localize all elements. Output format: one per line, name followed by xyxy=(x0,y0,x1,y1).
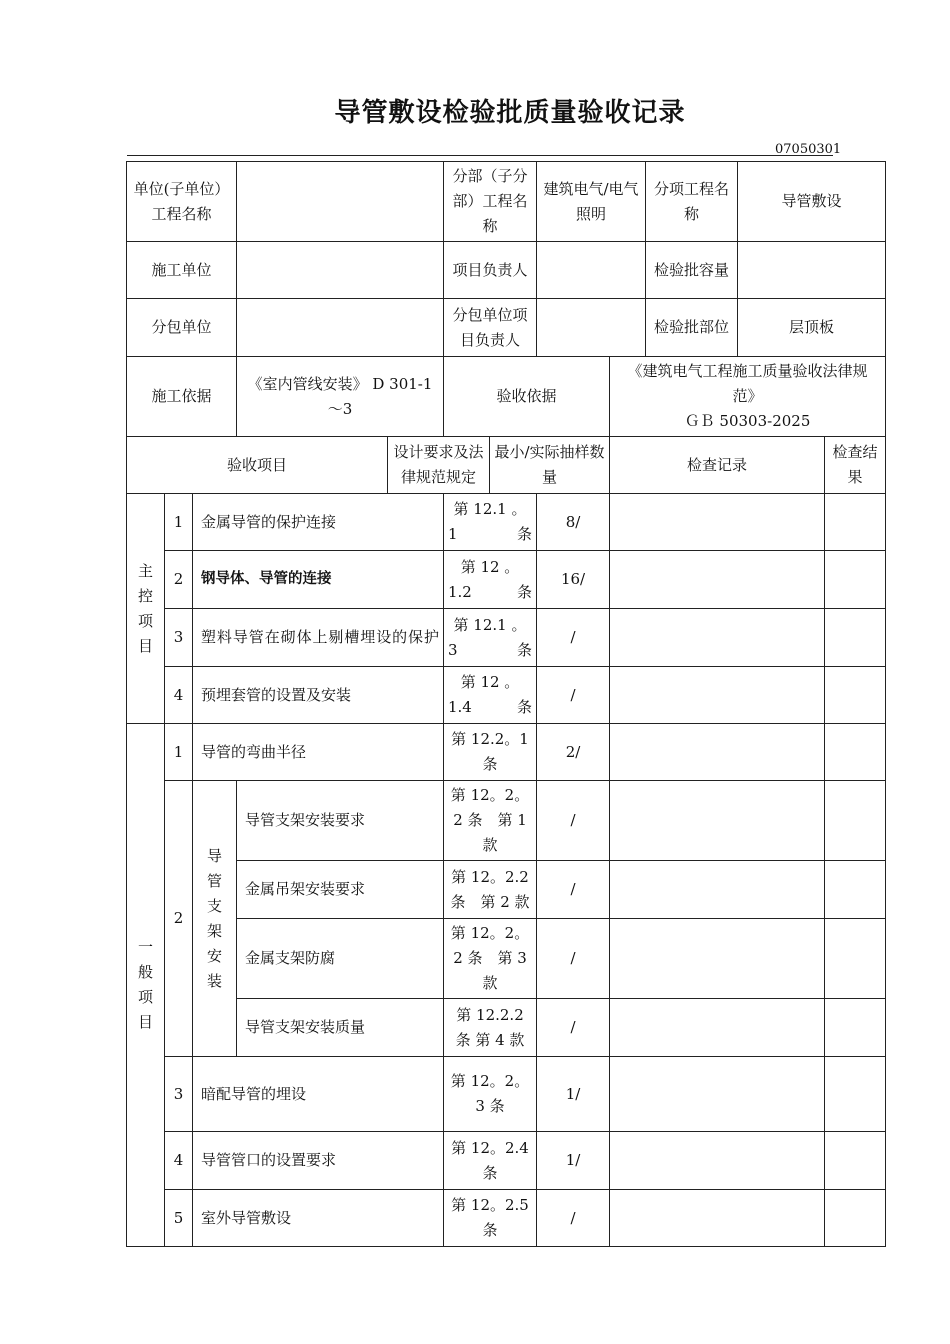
mc-no: 1 xyxy=(165,494,193,551)
mc-spec: 第 12 。 1.4 条 xyxy=(444,667,537,724)
mc-record[interactable] xyxy=(610,667,825,724)
gen-sub-sample: / xyxy=(537,999,610,1057)
col-item: 验收项目 xyxy=(127,437,388,494)
gen-result[interactable] xyxy=(825,1190,886,1247)
gen-group-label: 导管支架安装 xyxy=(193,781,237,1057)
gen-no: 3 xyxy=(165,1057,193,1132)
gen-sub-result[interactable] xyxy=(825,781,886,861)
subcontractor-value[interactable] xyxy=(237,299,444,357)
sub-pm-value[interactable] xyxy=(537,299,646,357)
gen-sample: 2/ xyxy=(537,724,610,781)
gen-spec: 第 12。2。3 条 xyxy=(444,1057,537,1132)
accept-basis-value xyxy=(610,357,886,437)
document-title: 导管敷设检验批质量验收记录 xyxy=(334,98,686,128)
gen-result[interactable] xyxy=(825,1057,886,1132)
gen-record[interactable] xyxy=(610,1132,825,1190)
gen-sub-item-name: 导管支架安装质量 xyxy=(237,999,444,1057)
gen-spec: 第 12。2.5 条 xyxy=(444,1190,537,1247)
sub-pm-label: 分包单位项目负责人 xyxy=(444,299,537,357)
mc-no: 4 xyxy=(165,667,193,724)
gen-sub-item-name: 导管支架安装要求 xyxy=(237,781,444,861)
mc-sample: 8/ xyxy=(537,494,610,551)
subcontractor-label: 分包单位 xyxy=(127,299,237,357)
mc-record[interactable] xyxy=(610,551,825,609)
accept-basis-label: 验收依据 xyxy=(444,357,610,437)
gen-item-name: 导管管口的设置要求 xyxy=(193,1132,444,1190)
mc-result[interactable] xyxy=(825,609,886,667)
form-code: 07050301 xyxy=(775,142,842,157)
gen-sub-sample: / xyxy=(537,919,610,999)
capacity-value[interactable] xyxy=(738,242,886,299)
capacity-label: 检验批容量 xyxy=(646,242,738,299)
gen-sub-spec: 第 12。2。2 条 第 1 款 xyxy=(444,781,537,861)
gen-sub-result[interactable] xyxy=(825,919,886,999)
gen-record[interactable] xyxy=(610,1190,825,1247)
gen-spec: 第 12.2。1 条 xyxy=(444,724,537,781)
gen-sub-record[interactable] xyxy=(610,861,825,919)
mc-item-name: 预埋套管的设置及安装 xyxy=(193,667,444,724)
gen-sub-record[interactable] xyxy=(610,919,825,999)
mc-spec: 第 12 。 1.2 条 xyxy=(444,551,537,609)
mc-item-name: 金属导管的保护连接 xyxy=(193,494,444,551)
col-sample: 最小/实际抽样数量 xyxy=(490,437,610,494)
mc-item-name: 钢导体、导管的连接 xyxy=(193,551,444,609)
gen-sub-spec: 第 12。2.2 条 第 2 款 xyxy=(444,861,537,919)
col-record: 检查记录 xyxy=(610,437,825,494)
main-control-label: 主控项目 xyxy=(127,494,165,724)
mc-spec: 第 12.1 。 3 条 xyxy=(444,609,537,667)
mc-no: 3 xyxy=(165,609,193,667)
mc-sample: / xyxy=(537,667,610,724)
gen-sample: / xyxy=(537,1190,610,1247)
location-value: 层顶板 xyxy=(738,299,886,357)
gen-group-no: 2 xyxy=(165,781,193,1057)
gen-record[interactable] xyxy=(610,1057,825,1132)
gen-record[interactable] xyxy=(610,724,825,781)
pm-value[interactable] xyxy=(537,242,646,299)
gen-sub-result[interactable] xyxy=(825,861,886,919)
gen-item-name: 室外导管敷设 xyxy=(193,1190,444,1247)
contractor-label: 施工单位 xyxy=(127,242,237,299)
gen-sub-item-name: 金属支架防腐 xyxy=(237,919,444,999)
gen-sample: 1/ xyxy=(537,1132,610,1190)
mc-sample: / xyxy=(537,609,610,667)
mc-spec: 第 12.1 。 1 条 xyxy=(444,494,537,551)
gen-result[interactable] xyxy=(825,724,886,781)
header-rule xyxy=(127,155,833,156)
gen-sample: 1/ xyxy=(537,1057,610,1132)
col-result: 检查结果 xyxy=(825,437,886,494)
col-design: 设计要求及法律规范规定 xyxy=(388,437,490,494)
gen-item-name: 暗配导管的埋设 xyxy=(193,1057,444,1132)
mc-item-name: 塑料导管在砌体上剔槽埋设的保护 xyxy=(193,609,444,667)
gen-sub-item-name: 金属吊架安装要求 xyxy=(237,861,444,919)
basis-label: 施工依据 xyxy=(127,357,237,437)
gen-sub-spec: 第 12.2.2 条 第 4 款 xyxy=(444,999,537,1057)
gen-no: 1 xyxy=(165,724,193,781)
subitem-label: 分项工程名称 xyxy=(646,162,738,242)
accept-basis-code: ＧＢ 50303-2025 xyxy=(684,412,811,430)
gen-sub-record[interactable] xyxy=(610,999,825,1057)
gen-spec: 第 12。2.4 条 xyxy=(444,1132,537,1190)
gen-sub-sample: / xyxy=(537,861,610,919)
contractor-value[interactable] xyxy=(237,242,444,299)
accept-basis-standard: 《建筑电气工程施工质量验收法律规范》 xyxy=(627,362,868,405)
basis-value: 《室内管线安装》 D 301-1～3 xyxy=(237,357,444,437)
unit-label: 单位(子单位）工程名称 xyxy=(127,162,237,242)
gen-sub-result[interactable] xyxy=(825,999,886,1057)
unit-value[interactable] xyxy=(237,162,444,242)
gen-no: 5 xyxy=(165,1190,193,1247)
gen-sub-spec: 第 12。2。2 条 第 3 款 xyxy=(444,919,537,999)
mc-record[interactable] xyxy=(610,494,825,551)
gen-no: 4 xyxy=(165,1132,193,1190)
division-value: 建筑电气/电气照明 xyxy=(537,162,646,242)
location-label: 检验批部位 xyxy=(646,299,738,357)
mc-result[interactable] xyxy=(825,667,886,724)
gen-result[interactable] xyxy=(825,1132,886,1190)
mc-result[interactable] xyxy=(825,494,886,551)
mc-sample: 16/ xyxy=(537,551,610,609)
acceptance-table xyxy=(126,161,886,1247)
subitem-value: 导管敷设 xyxy=(738,162,886,242)
gen-item-name: 导管的弯曲半径 xyxy=(193,724,444,781)
mc-no: 2 xyxy=(165,551,193,609)
general-label: 一般项目 xyxy=(127,724,165,1247)
pm-label: 项目负责人 xyxy=(444,242,537,299)
gen-sub-record[interactable] xyxy=(610,781,825,861)
gen-sub-sample: / xyxy=(537,781,610,861)
division-label: 分部（子分部）工程名称 xyxy=(444,162,537,242)
mc-result[interactable] xyxy=(825,551,886,609)
mc-record[interactable] xyxy=(610,609,825,667)
